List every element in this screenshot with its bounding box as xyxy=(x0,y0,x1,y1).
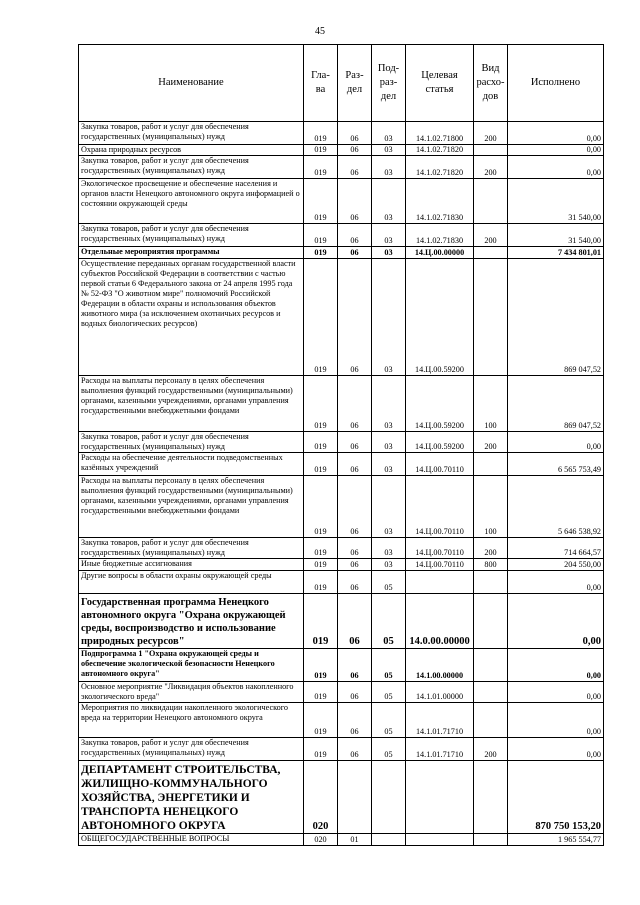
row-section: 01 xyxy=(338,834,372,846)
row-executed: 869 047,52 xyxy=(508,376,604,432)
row-target: 14.Ц.00.59200 xyxy=(406,432,474,453)
row-expense-type: 200 xyxy=(474,432,508,453)
row-section: 06 xyxy=(338,122,372,145)
row-chapter: 019 xyxy=(304,538,338,559)
row-executed: 0,00 xyxy=(508,682,604,703)
row-executed: 870 750 153,20 xyxy=(508,761,604,834)
row-expense-type xyxy=(474,571,508,594)
row-expense-type: 100 xyxy=(474,476,508,538)
row-expense-type xyxy=(474,145,508,156)
row-executed: 6 565 753,49 xyxy=(508,453,604,476)
row-target xyxy=(406,761,474,834)
table-row xyxy=(79,432,604,453)
row-target: 14.Ц.00.59200 xyxy=(406,259,474,376)
row-executed: 714 664,57 xyxy=(508,538,604,559)
page-number: 45 xyxy=(315,26,325,37)
row-subsection: 03 xyxy=(372,179,406,224)
row-executed: 31 540,00 xyxy=(508,224,604,247)
row-chapter: 019 xyxy=(304,453,338,476)
row-name: ОБЩЕГОСУДАРСТВЕННЫЕ ВОПРОСЫ xyxy=(79,834,304,846)
row-expense-type xyxy=(474,259,508,376)
row-chapter: 019 xyxy=(304,432,338,453)
row-name: Закупка товаров, работ и услуг для обеспечения государственных (муниципальных) нужд xyxy=(79,224,304,247)
header-chapter: Гла- ва xyxy=(304,45,338,122)
table-row xyxy=(79,247,604,259)
row-executed: 0,00 xyxy=(508,703,604,738)
row-name: Отдельные мероприятия программы xyxy=(79,247,304,259)
row-section: 06 xyxy=(338,376,372,432)
row-executed: 31 540,00 xyxy=(508,179,604,224)
row-chapter: 019 xyxy=(304,122,338,145)
row-subsection: 03 xyxy=(372,538,406,559)
row-subsection: 05 xyxy=(372,594,406,649)
row-chapter: 019 xyxy=(304,738,338,761)
row-chapter: 019 xyxy=(304,559,338,571)
row-name: Закупка товаров, работ и услуг для обеспечения государственных (муниципальных) нужд xyxy=(79,432,304,453)
row-executed: 5 646 538,92 xyxy=(508,476,604,538)
table-row xyxy=(79,179,604,224)
row-subsection: 05 xyxy=(372,738,406,761)
row-subsection: 03 xyxy=(372,559,406,571)
row-subsection xyxy=(372,834,406,846)
table-row xyxy=(79,649,604,682)
row-section: 06 xyxy=(338,224,372,247)
row-subsection: 05 xyxy=(372,682,406,703)
row-target: 14.1.02.71820 xyxy=(406,145,474,156)
row-name: Закупка товаров, работ и услуг для обеспечения государственных (муниципальных) нужд xyxy=(79,156,304,179)
row-target: 14.1.02.71830 xyxy=(406,224,474,247)
row-name: Закупка товаров, работ и услуг для обеспечения государственных (муниципальных) нужд xyxy=(79,738,304,761)
row-name: Мероприятия по ликвидации накопленного экологического вреда на территории Ненецкого автономного округа xyxy=(79,703,304,738)
row-chapter: 019 xyxy=(304,156,338,179)
row-section: 06 xyxy=(338,594,372,649)
row-expense-type: 100 xyxy=(474,376,508,432)
row-chapter: 019 xyxy=(304,649,338,682)
row-name: Иные бюджетные ассигнования xyxy=(79,559,304,571)
row-executed: 0,00 xyxy=(508,156,604,179)
row-chapter: 019 xyxy=(304,179,338,224)
row-section: 06 xyxy=(338,682,372,703)
row-executed: 204 550,00 xyxy=(508,559,604,571)
row-executed: 0,00 xyxy=(508,738,604,761)
table-row xyxy=(79,738,604,761)
row-expense-type xyxy=(474,453,508,476)
row-chapter: 019 xyxy=(304,571,338,594)
table-row xyxy=(79,703,604,738)
row-expense-type: 800 xyxy=(474,559,508,571)
row-section xyxy=(338,761,372,834)
row-expense-type xyxy=(474,179,508,224)
row-section: 06 xyxy=(338,476,372,538)
row-subsection: 03 xyxy=(372,122,406,145)
row-subsection: 05 xyxy=(372,703,406,738)
row-expense-type xyxy=(474,247,508,259)
row-chapter: 019 xyxy=(304,703,338,738)
row-executed: 0,00 xyxy=(508,122,604,145)
row-target: 14.1.02.71830 xyxy=(406,179,474,224)
row-name: Расходы на обеспечение деятельности подведомственных казённых учреждений xyxy=(79,453,304,476)
row-subsection: 05 xyxy=(372,649,406,682)
row-subsection: 03 xyxy=(372,453,406,476)
row-expense-type xyxy=(474,703,508,738)
row-chapter: 019 xyxy=(304,682,338,703)
row-target: 14.Ц.00.70110 xyxy=(406,538,474,559)
budget-table xyxy=(78,44,604,846)
row-name: Государственная программа Ненецкого автономного округа "Охрана окружающей среды, воспроизводство и использование природных ресурсов" xyxy=(79,594,304,649)
header-row xyxy=(79,45,604,122)
row-executed: 0,00 xyxy=(508,594,604,649)
row-expense-type: 200 xyxy=(474,122,508,145)
row-target: 14.Ц.00.00000 xyxy=(406,247,474,259)
row-chapter: 019 xyxy=(304,145,338,156)
table-row xyxy=(79,559,604,571)
row-target xyxy=(406,834,474,846)
row-expense-type xyxy=(474,594,508,649)
row-expense-type xyxy=(474,761,508,834)
row-target: 14.Ц.00.59200 xyxy=(406,376,474,432)
row-target: 14.0.00.00000 xyxy=(406,594,474,649)
table-row xyxy=(79,476,604,538)
row-target: 14.1.02.71800 xyxy=(406,122,474,145)
row-executed: 869 047,52 xyxy=(508,259,604,376)
row-subsection: 03 xyxy=(372,376,406,432)
table-row xyxy=(79,156,604,179)
table-row xyxy=(79,538,604,559)
row-chapter: 019 xyxy=(304,594,338,649)
row-executed: 0,00 xyxy=(508,649,604,682)
row-name: ДЕПАРТАМЕНТ СТРОИТЕЛЬСТВА, ЖИЛИЩНО-КОММУНАЛЬНОГО ХОЗЯЙСТВА, ЭНЕРГЕТИКИ И ТРАНСПОРТА НЕНЕЦКОГО АВТОНОМНОГО ОКРУГА xyxy=(79,761,304,834)
table-row xyxy=(79,259,604,376)
row-subsection: 03 xyxy=(372,224,406,247)
row-target: 14.Ц.00.70110 xyxy=(406,559,474,571)
row-target: 14.1.01.71710 xyxy=(406,703,474,738)
row-target: 14.Ц.00.70110 xyxy=(406,476,474,538)
row-subsection: 03 xyxy=(372,145,406,156)
row-section: 06 xyxy=(338,259,372,376)
row-subsection: 03 xyxy=(372,156,406,179)
row-name: Основное мероприятие "Ликвидация объектов накопленного экологического вреда" xyxy=(79,682,304,703)
row-chapter: 019 xyxy=(304,247,338,259)
row-expense-type: 200 xyxy=(474,224,508,247)
row-executed: 1 965 554,77 xyxy=(508,834,604,846)
row-expense-type xyxy=(474,682,508,703)
row-expense-type xyxy=(474,649,508,682)
row-section: 06 xyxy=(338,156,372,179)
row-target: 14.1.02.71820 xyxy=(406,156,474,179)
row-expense-type: 200 xyxy=(474,156,508,179)
header-subsection: Под- раз- дел xyxy=(372,45,406,122)
row-section: 06 xyxy=(338,571,372,594)
row-section: 06 xyxy=(338,453,372,476)
row-executed: 7 434 801,01 xyxy=(508,247,604,259)
row-name: Охрана природных ресурсов xyxy=(79,145,304,156)
row-expense-type xyxy=(474,834,508,846)
header-executed: Исполнено xyxy=(508,45,604,122)
row-section: 06 xyxy=(338,538,372,559)
table-row xyxy=(79,594,604,649)
table-row xyxy=(79,376,604,432)
row-chapter: 020 xyxy=(304,834,338,846)
row-name: Закупка товаров, работ и услуг для обеспечения государственных (муниципальных) нужд xyxy=(79,538,304,559)
table-row xyxy=(79,122,604,145)
row-name: Другие вопросы в области охраны окружающей среды xyxy=(79,571,304,594)
row-subsection: 03 xyxy=(372,432,406,453)
row-chapter: 019 xyxy=(304,224,338,247)
row-target: 14.1.01.00000 xyxy=(406,682,474,703)
table-row xyxy=(79,224,604,247)
row-name: Подпрограмма 1 "Охрана окружающей среды и обеспечение экологической безопасности Ненецкого автономного округа" xyxy=(79,649,304,682)
row-name: Закупка товаров, работ и услуг для обеспечения государственных (муниципальных) нужд xyxy=(79,122,304,145)
row-chapter: 019 xyxy=(304,476,338,538)
header-section: Раз- дел xyxy=(338,45,372,122)
table-row xyxy=(79,761,604,834)
row-executed: 0,00 xyxy=(508,571,604,594)
row-target: 14.1.00.00000 xyxy=(406,649,474,682)
row-expense-type: 200 xyxy=(474,738,508,761)
row-section: 06 xyxy=(338,179,372,224)
row-subsection: 03 xyxy=(372,259,406,376)
header-expense-type: Вид расхо- дов xyxy=(474,45,508,122)
row-name: Расходы на выплаты персоналу в целях обеспечения выполнения функций государственными (муниципальными) органами, казенными учреждениями, органами управления государственными внебюджетными фондами xyxy=(79,476,304,538)
header-target: Целевая статья xyxy=(406,45,474,122)
header-name: Наименование xyxy=(79,45,304,122)
row-section: 06 xyxy=(338,247,372,259)
row-section: 06 xyxy=(338,559,372,571)
row-name: Экологическое просвещение и обеспечение населения и органов власти Ненецкого автономного округа информацией о состоянии окружающей среды xyxy=(79,179,304,224)
row-target xyxy=(406,571,474,594)
table-row xyxy=(79,145,604,156)
row-subsection: 03 xyxy=(372,476,406,538)
row-target: 14.1.01.71710 xyxy=(406,738,474,761)
row-name: Осуществление переданных органам государственной власти субъектов Российской Федерации в соответствии с частью первой статьи 6 Федерального закона от 24 апреля 1995 года № 52-ФЗ "О животном мире" полномочий Российской Федерации в области охраны и использования объектов животного мира (за исключением охотничьих ресурсов и водных биологических ресурсов) xyxy=(79,259,304,376)
row-executed: 0,00 xyxy=(508,432,604,453)
row-name: Расходы на выплаты персоналу в целях обеспечения выполнения функций государственными (муниципальными) органами, казенными учреждениями, органами управления государственными внебюджетными фондами xyxy=(79,376,304,432)
row-chapter: 019 xyxy=(304,259,338,376)
row-section: 06 xyxy=(338,432,372,453)
row-section: 06 xyxy=(338,738,372,761)
table-row xyxy=(79,682,604,703)
table-row xyxy=(79,453,604,476)
table-row xyxy=(79,834,604,846)
row-executed: 0,00 xyxy=(508,145,604,156)
row-chapter: 020 xyxy=(304,761,338,834)
table-row xyxy=(79,571,604,594)
row-subsection: 05 xyxy=(372,571,406,594)
row-chapter: 019 xyxy=(304,376,338,432)
row-section: 06 xyxy=(338,649,372,682)
row-subsection xyxy=(372,761,406,834)
row-subsection: 03 xyxy=(372,247,406,259)
row-section: 06 xyxy=(338,703,372,738)
row-section: 06 xyxy=(338,145,372,156)
row-expense-type: 200 xyxy=(474,538,508,559)
row-target: 14.Ц.00.70110 xyxy=(406,453,474,476)
